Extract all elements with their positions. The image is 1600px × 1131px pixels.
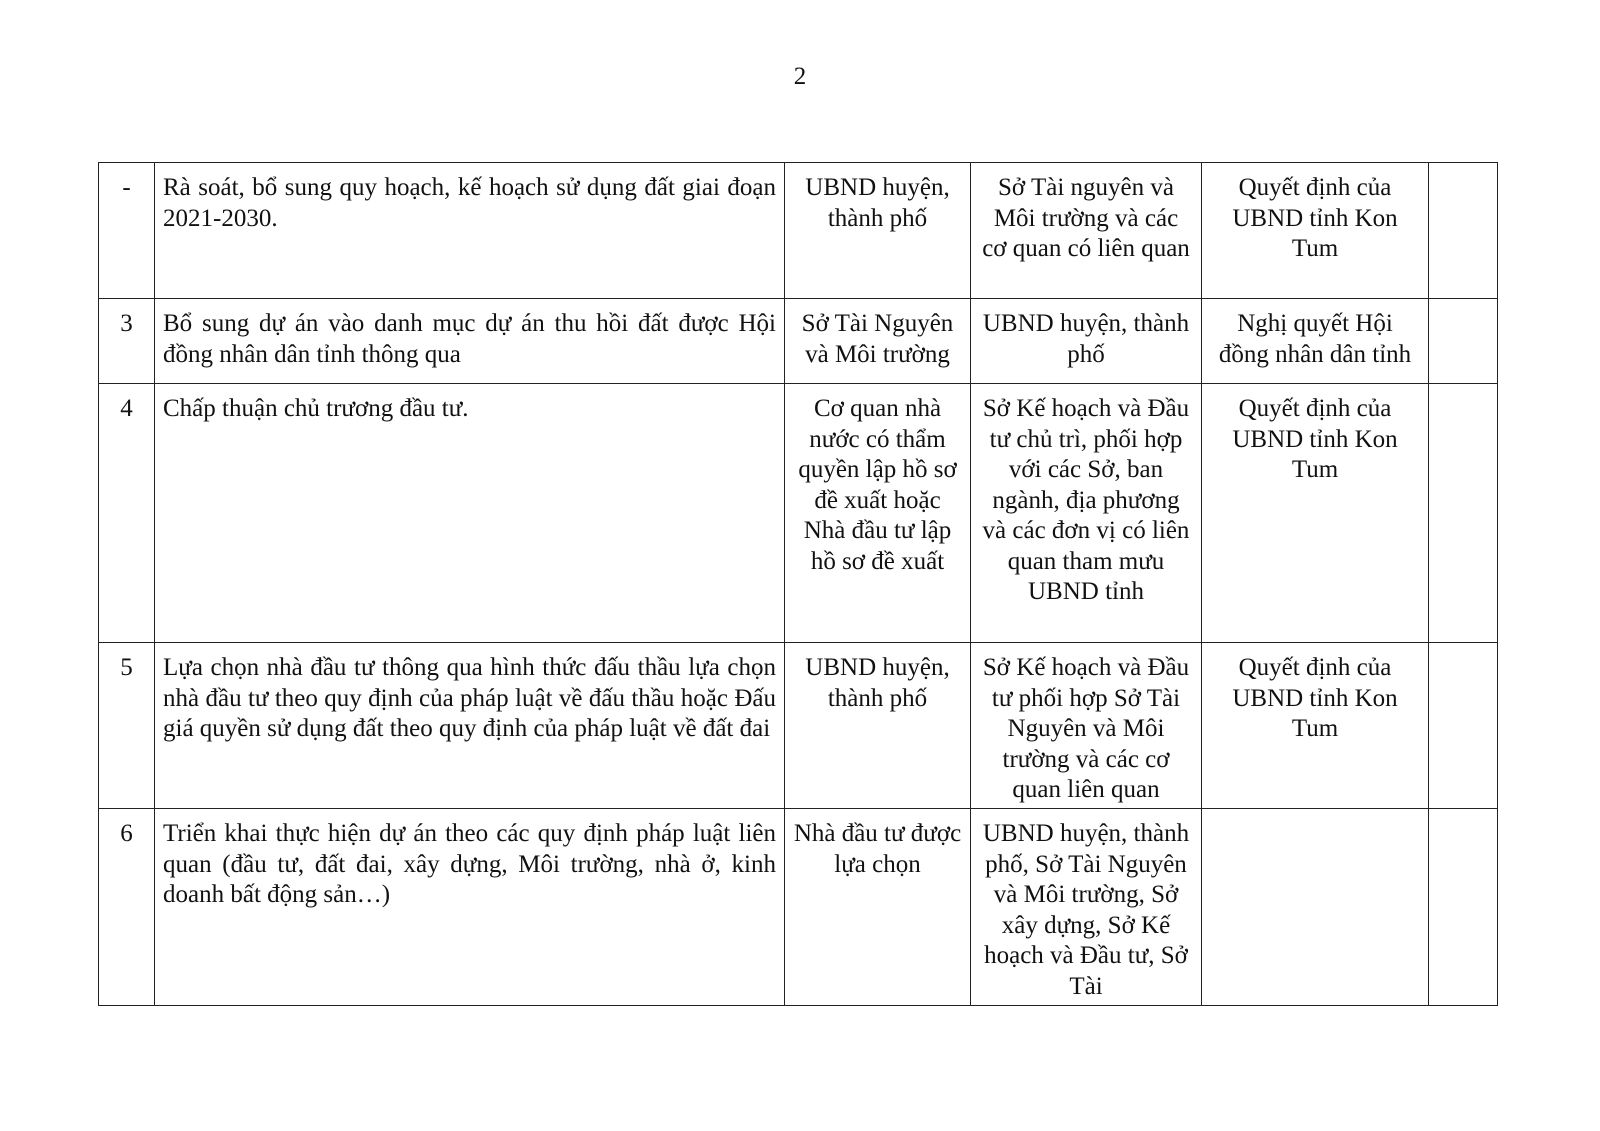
table-row bbox=[99, 809, 1498, 1006]
note-cell bbox=[1429, 384, 1498, 643]
page-number: 2 bbox=[793, 63, 807, 90]
coordinating-agency: UBND huyện, thành phố bbox=[971, 299, 1202, 384]
coordinating-agency: Sở Kế hoạch và Đầu tư phối hợp Sở Tài Nguyên và Môi trường và các cơ quan liên quan bbox=[971, 643, 1202, 809]
lead-agency: Nhà đầu tư được lựa chọn bbox=[785, 809, 971, 1006]
row-number: - bbox=[99, 163, 155, 299]
row-number: 3 bbox=[99, 299, 155, 384]
note-cell bbox=[1429, 809, 1498, 1006]
note-cell bbox=[1429, 643, 1498, 809]
coordinating-agency-cell bbox=[971, 809, 1202, 1006]
table-row bbox=[99, 163, 1498, 299]
task-description: Triển khai thực hiện dự án theo các quy định pháp luật liên quan (đầu tư, đất đai, xây dựng, Môi trường, nhà ở, kinh doanh bất động sản…) bbox=[155, 809, 785, 1006]
result-document bbox=[1202, 809, 1429, 1006]
result-document: Quyết định của UBND tỉnh Kon Tum bbox=[1202, 384, 1429, 643]
table-row bbox=[99, 643, 1498, 809]
lead-agency: Sở Tài Nguyên và Môi trường bbox=[785, 299, 971, 384]
task-description: Chấp thuận chủ trương đầu tư. bbox=[155, 384, 785, 643]
row-number: 4 bbox=[99, 384, 155, 643]
coordinating-agency: Sở Kế hoạch và Đầu tư chủ trì, phối hợp với các Sở, ban ngành, địa phương và các đơn vị có liên quan tham mưu UBND tỉnh bbox=[971, 384, 1202, 643]
task-description: Bổ sung dự án vào danh mục dự án thu hồi đất được Hội đồng nhân dân tỉnh thông qua bbox=[155, 299, 785, 384]
result-document: Nghị quyết Hội đồng nhân dân tỉnh bbox=[1202, 299, 1429, 384]
coordinating-agency: Sở Tài nguyên và Môi trường và các cơ quan có liên quan bbox=[971, 163, 1202, 299]
note-cell bbox=[1429, 299, 1498, 384]
row-number: 5 bbox=[99, 643, 155, 809]
task-description: Lựa chọn nhà đầu tư thông qua hình thức đấu thầu lựa chọn nhà đầu tư theo quy định của pháp luật về đấu thầu hoặc Đấu giá quyền sử dụng đất theo quy định của pháp luật về đất đai bbox=[155, 643, 785, 809]
note-cell bbox=[1429, 163, 1498, 299]
row-number: 6 bbox=[99, 809, 155, 1006]
procedure-table bbox=[98, 162, 1498, 1006]
table-row bbox=[99, 299, 1498, 384]
lead-agency: UBND huyện, thành phố bbox=[785, 163, 971, 299]
task-description: Rà soát, bổ sung quy hoạch, kế hoạch sử dụng đất giai đoạn 2021-2030. bbox=[155, 163, 785, 299]
coordinating-agency: UBND huyện, thành phố, Sở Tài Nguyên và Môi trường, Sở xây dựng, Sở Kế hoạch và Đầu tư, Sở Tài bbox=[982, 820, 1190, 1000]
result-document: Quyết định của UBND tỉnh Kon Tum bbox=[1202, 643, 1429, 809]
lead-agency: UBND huyện, thành phố bbox=[785, 643, 971, 809]
table-row bbox=[99, 384, 1498, 643]
lead-agency: Cơ quan nhà nước có thẩm quyền lập hồ sơ đề xuất hoặc Nhà đầu tư lập hồ sơ đề xuất bbox=[785, 384, 971, 643]
result-document: Quyết định của UBND tỉnh Kon Tum bbox=[1202, 163, 1429, 299]
